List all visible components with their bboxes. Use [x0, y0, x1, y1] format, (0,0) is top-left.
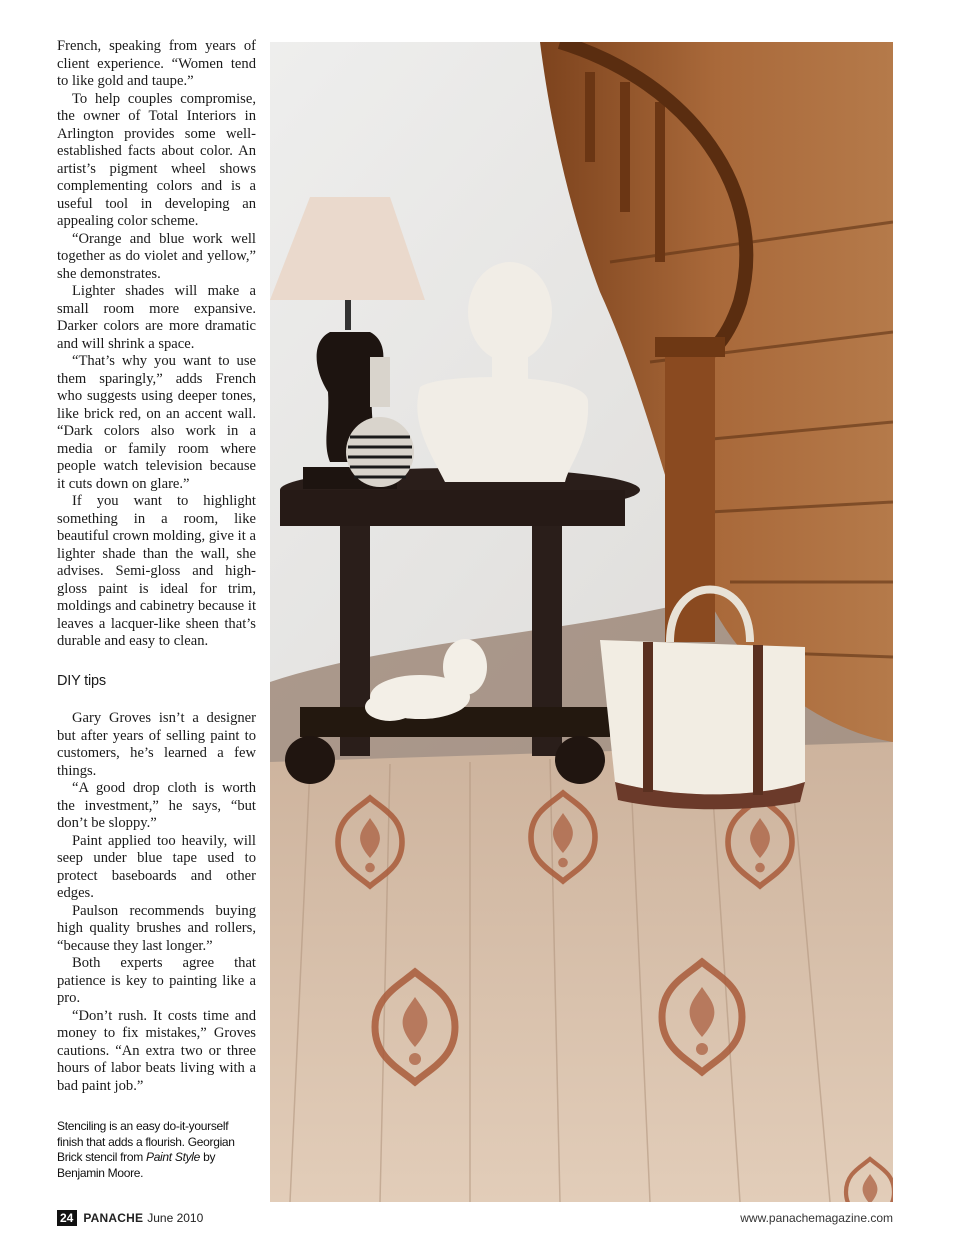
stenciled-floor-photo-illustration — [270, 42, 893, 1202]
caption-text: Stenciling is an easy do-it-yourself finish that adds a flourish. Georgian Brick stencil from — [57, 1119, 235, 1164]
feature-photo — [270, 42, 893, 1202]
article-paragraph: Paint applied too heavily, will seep under blue tape used to protect baseboards and other edges. — [57, 832, 256, 901]
article-paragraph: To help couples compromise, the owner of Total Interiors in Arlington provides some well-established facts about color. An artist’s pigment wheel shows complementing colors and is a useful tool in developing an appealing color scheme. — [57, 90, 256, 229]
article-paragraph: “Orange and blue work well together as do violet and yellow,” she demonstrates. — [57, 230, 256, 282]
caption-text-end: by Benjamin Moore. — [57, 1150, 216, 1180]
article-paragraph: “That’s why you want to use them sparingly,” adds French who suggests using deeper tones, like brick red, on an accent wall. “Dark colors also work in a media or family room where people watch television because it cuts down on glare.” — [57, 353, 256, 492]
page-footer — [57, 1210, 893, 1228]
subhead-diy-tips: DIY tips — [57, 672, 106, 689]
article-paragraph: If you want to highlight something in a room, like beautiful crown molding, give it a lighter shade than the wall, she advises. Semi-gloss and high-gloss paint is ideal for trim, moldings and cabinetry because it leaves a lacquer-like sheen that’s durable and easy to clean. — [57, 493, 256, 649]
article-paragraph: “A good drop cloth is worth the investment,” he says, “but don’t be sloppy.” — [57, 780, 256, 831]
magazine-name: PANACHE — [83, 1211, 144, 1225]
photo-caption — [57, 1119, 257, 1181]
issue-date: June 2010 — [147, 1211, 204, 1225]
article-column — [57, 38, 256, 1095]
article-paragraph: Gary Groves isn’t a designer but after years of selling paint to customers, he’s learned a few things. — [57, 710, 256, 779]
article-paragraph: Lighter shades will make a small room more expansive. Darker colors are more dramatic and will shrink a space. — [57, 283, 256, 352]
article-paragraph: Both experts agree that patience is key to painting like a pro. — [57, 955, 256, 1006]
article-paragraph: French, speaking from years of client experience. “Women tend to like gold and taupe.” — [57, 38, 256, 89]
caption-italic-title: Paint Style — [145, 1150, 201, 1164]
article-paragraph: Paulson recommends buying high quality brushes and rollers, “because they last longer.” — [57, 902, 256, 954]
page-number: 24 — [57, 1210, 77, 1226]
paragraphs-bottom — [57, 710, 256, 1095]
paragraphs-top — [57, 38, 256, 651]
magazine-url[interactable]: www.panachemagazine.com — [740, 1211, 893, 1225]
article-paragraph: “Don’t rush. It costs time and money to fix mistakes,” Groves cautions. “An extra two or three hours of labor beats living with a bad paint job.” — [57, 1007, 256, 1094]
